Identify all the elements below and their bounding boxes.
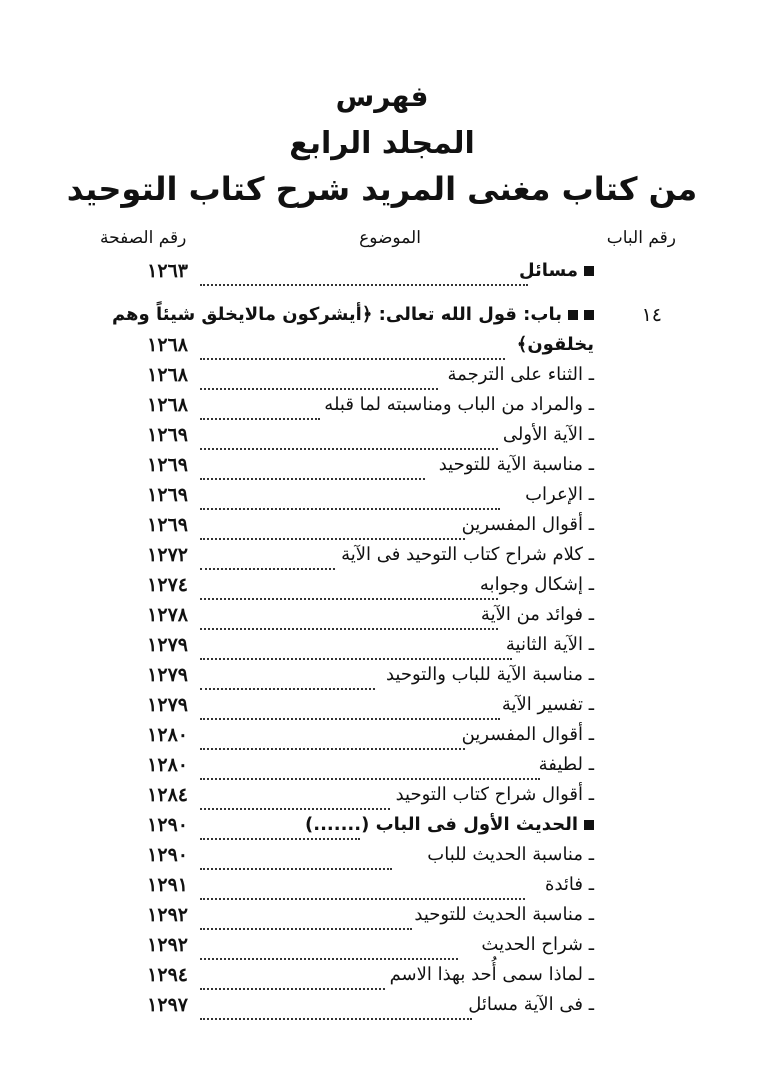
- list-item: [0, 424, 764, 452]
- page-number: ١٢٧٢: [147, 544, 188, 566]
- dot-leader: [200, 336, 505, 360]
- entry-text: ـ مناسبة الحديث للتوحيد: [414, 904, 594, 925]
- page-number: ١٢٧٩: [147, 634, 188, 656]
- page-number: ١٢٧٨: [147, 604, 188, 626]
- entry-text: ـ لماذا سمى أُحد بهذا الاسم: [389, 964, 594, 985]
- list-item: [0, 964, 764, 992]
- column-header-chapter: رقم الباب: [606, 228, 676, 248]
- dot-leader: [200, 666, 375, 690]
- page-number: ١٢٩٠: [147, 844, 188, 866]
- page-number: ١٢٨٠: [147, 724, 188, 746]
- dot-leader: [200, 786, 390, 810]
- entry-text: ـ مناسبة الحديث للباب: [427, 844, 594, 865]
- entry-text: ـ كلام شراح كتاب التوحيد فى الآية: [341, 544, 594, 565]
- page-number: ١٢٦٩: [147, 424, 188, 446]
- entry-text: ـ الثناء على الترجمة: [447, 364, 594, 385]
- dot-leader: [200, 906, 412, 930]
- book-title: من كتاب مغنى المريد شرح كتاب التوحيد: [66, 170, 698, 208]
- page-number: ١٢٦٩: [147, 454, 188, 476]
- dot-leader: [200, 396, 320, 420]
- dot-leader: [200, 696, 500, 720]
- page-number: ١٢٩٧: [147, 994, 188, 1016]
- dot-leader: [200, 486, 500, 510]
- list-item: [0, 334, 764, 362]
- index-title: فهرس: [335, 80, 429, 113]
- column-header-topic: الموضوع: [359, 228, 421, 248]
- list-item: [0, 394, 764, 422]
- page-number: ١٢٨٤: [147, 784, 188, 806]
- dot-leader: [200, 546, 335, 570]
- square-bullet-icon: [584, 820, 594, 830]
- page-number: ١٢٦٨: [147, 334, 188, 356]
- square-bullet-icon: [568, 310, 578, 320]
- entry-text: ـ مناسبة الآية للباب والتوحيد: [385, 664, 594, 685]
- dot-leader: [200, 846, 392, 870]
- dot-leader: [200, 366, 438, 390]
- dot-leader: [200, 876, 525, 900]
- dot-leader: [200, 726, 465, 750]
- page-number: ١٢٦٨: [147, 364, 188, 386]
- entry-text: يخلقون﴾: [516, 334, 594, 355]
- page-number: ١٢٩١: [147, 874, 188, 896]
- list-item: [0, 814, 764, 842]
- column-header-page: رقم الصفحة: [100, 228, 187, 248]
- entry-text: ـ أقوال شراح كتاب التوحيد: [395, 784, 594, 805]
- list-item: [0, 634, 764, 662]
- dot-leader: [200, 816, 360, 840]
- list-item: [0, 994, 764, 1022]
- list-item: [0, 784, 764, 812]
- dot-leader: [200, 936, 458, 960]
- square-bullet-icon: [584, 310, 594, 320]
- list-item: [0, 514, 764, 542]
- list-item: [0, 934, 764, 962]
- list-item: [0, 364, 764, 392]
- list-item: [0, 874, 764, 902]
- dot-leader: [200, 606, 498, 630]
- list-item: [0, 694, 764, 722]
- entry-text: ـ لطيفة: [538, 754, 594, 775]
- list-item: [0, 484, 764, 512]
- page-number: ١٢٦٩: [147, 514, 188, 536]
- entry-text: ـ مناسبة الآية للتوحيد: [438, 454, 594, 475]
- entry-text: ـ فائدة: [545, 874, 594, 895]
- entry-text: ـ الإعراب: [525, 484, 594, 505]
- dot-leader: [200, 576, 498, 600]
- list-item: [0, 754, 764, 782]
- page-number: ١٢٩٢: [147, 904, 188, 926]
- page-number: ١٢٦٣: [147, 260, 188, 282]
- page-number: ١٢٧٤: [147, 574, 188, 596]
- entry-text: ـ شراح الحديث: [481, 934, 594, 955]
- square-bullet-icon: [584, 266, 594, 276]
- dot-leader: [200, 996, 472, 1020]
- entry-text: ـ فى الآية مسائل: [468, 994, 594, 1015]
- dot-leader: [200, 756, 540, 780]
- entry-text: ـ الآية الثانية: [505, 634, 594, 655]
- page-number: ١٢٧٩: [147, 664, 188, 686]
- volume-title: المجلد الرابع: [289, 126, 475, 161]
- dot-leader: [200, 516, 465, 540]
- entry-text: مسائل: [519, 260, 594, 281]
- dot-leader: [200, 456, 425, 480]
- list-item: [0, 260, 764, 288]
- page-number: ١٢٩٤: [147, 964, 188, 986]
- entry-text: ـ أقوال المفسرين: [461, 514, 594, 535]
- entry-text: الحديث الأول فى الباب (.......): [305, 814, 594, 835]
- list-item: [0, 724, 764, 752]
- page-number: ١٢٨٠: [147, 754, 188, 776]
- list-item: [0, 664, 764, 692]
- dot-leader: [200, 262, 528, 286]
- list-item: [0, 904, 764, 932]
- list-item: [0, 844, 764, 872]
- dot-leader: [200, 636, 512, 660]
- list-item: [0, 574, 764, 602]
- page-number: ١٢٧٩: [147, 694, 188, 716]
- page-number: ١٢٦٩: [147, 484, 188, 506]
- page-number: ١٢٦٨: [147, 394, 188, 416]
- entry-text: ـ فوائد من الآية: [480, 604, 594, 625]
- list-item: [0, 604, 764, 632]
- chapter-number: ١٤: [641, 304, 662, 326]
- list-item: [0, 544, 764, 572]
- page-number: ١٢٩٠: [147, 814, 188, 836]
- list-item: [0, 454, 764, 482]
- entry-text: ـ أقوال المفسرين: [461, 724, 594, 745]
- entry-text: ـ إشكال وجوابه: [479, 574, 594, 595]
- list-item: [0, 304, 764, 332]
- entry-text: ـ تفسير الآية: [501, 694, 594, 715]
- entry-text: باب: قول الله تعالى: ﴿أيشركون مالايخلق شيئاً وهم: [112, 304, 594, 325]
- entry-text: ـ الآية الأولى: [502, 424, 594, 445]
- page-number: ١٢٩٢: [147, 934, 188, 956]
- dot-leader: [200, 966, 385, 990]
- dot-leader: [200, 426, 498, 450]
- entry-text: ـ والمراد من الباب ومناسبته لما قبله: [324, 394, 594, 415]
